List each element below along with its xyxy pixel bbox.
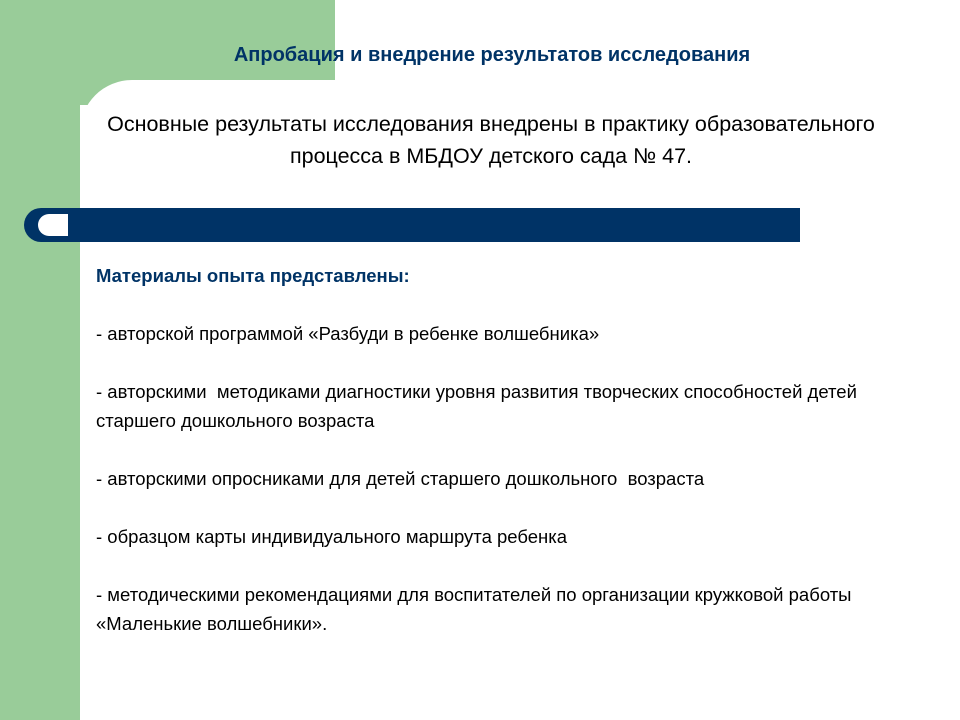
list-item: - авторскими методиками диагностики уровня развития творческих способностей детей старшего дошкольного возраста bbox=[96, 381, 863, 431]
slide-subtitle: Основные результаты исследования внедрены в практику образовательного процесса в МБДОУ детского сада № 47. bbox=[107, 112, 875, 168]
materials-section bbox=[96, 261, 926, 667]
list-item: - образцом карты индивидуального маршрута ребенка bbox=[96, 526, 568, 547]
materials-heading: Материалы опыта представлены: bbox=[96, 265, 410, 286]
list-item: - методическими рекомендациями для воспитателей по организации кружковой работы «Маленькие волшебники». bbox=[96, 584, 857, 634]
navy-divider-band bbox=[24, 208, 800, 242]
green-side-strip bbox=[0, 0, 80, 720]
divider-band-notch bbox=[38, 214, 68, 236]
list-item: - авторской программой «Разбуди в ребенке волшебника» bbox=[96, 323, 600, 344]
list-item: - авторскими опросниками для детей старшего дошкольного возраста bbox=[96, 468, 705, 489]
slide-title: Апробация и внедрение результатов исследования bbox=[233, 44, 751, 66]
